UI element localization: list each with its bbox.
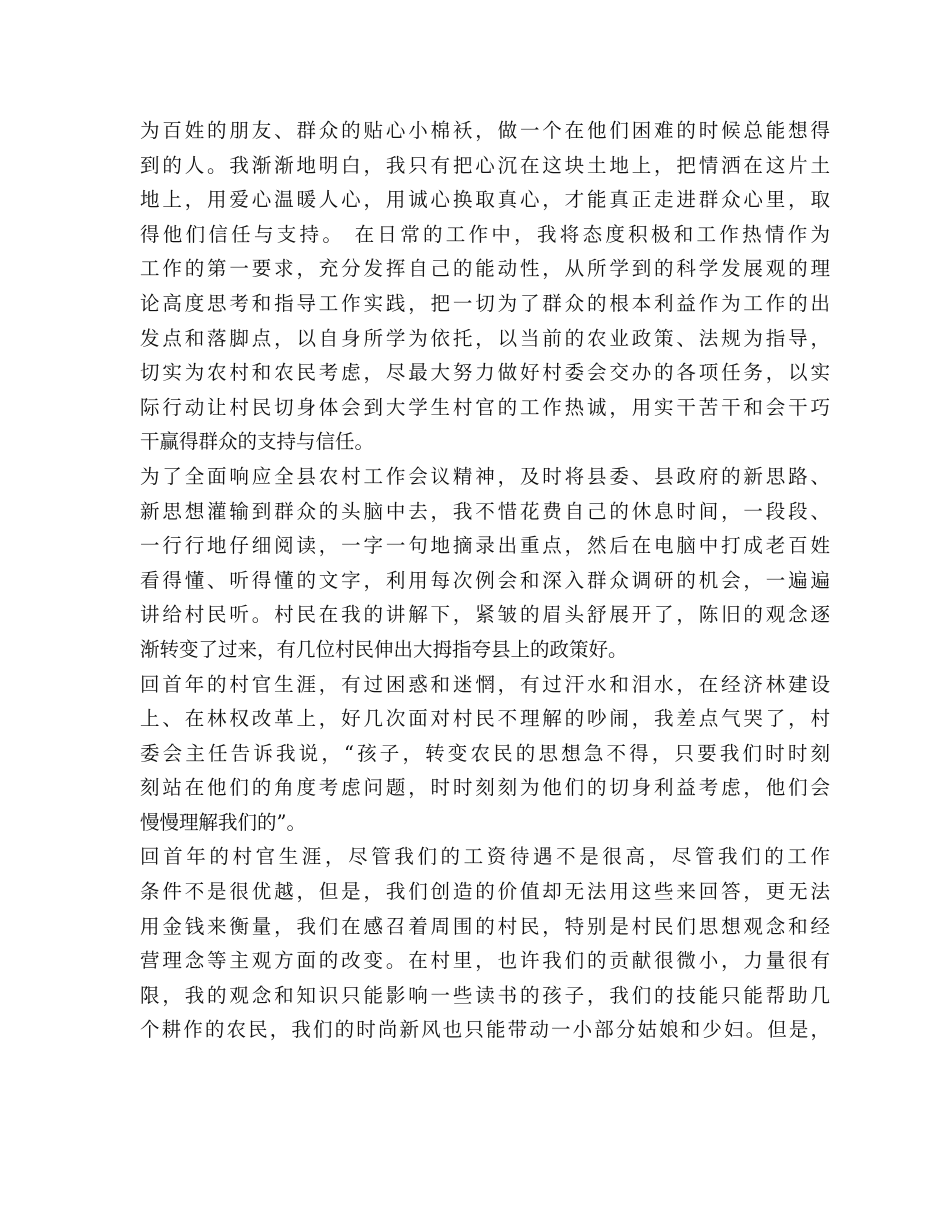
text-line: 回首年的村官生涯，尽管我们的工资待遇不是很高，尽管我们的工作: [140, 845, 830, 869]
text-line: 新思想灌输到群众的头脑中去，我不惜花费自己的休息时间，一段段、: [140, 499, 830, 523]
text-line: 到的人。我渐渐地明白，我只有把心沉在这块土地上，把情洒在这片土: [140, 153, 830, 177]
text-line: 为了全面响应全县农村工作会议精神，及时将县委、县政府的新思路、: [140, 464, 830, 488]
text-line: 讲给村民听。村民在我的讲解下，紧皱的眉头舒展开了，陈旧的观念逐: [140, 603, 830, 627]
text-line: 限，我的观念和知识只能影响一些读书的孩子，我们的技能只能帮助几: [140, 983, 830, 1007]
text-line: 一行行地仔细阅读，一字一句地摘录出重点，然后在电脑中打成老百姓: [140, 534, 830, 558]
body-text: [140, 114, 830, 1048]
text-line: 渐转变了过来，有几位村民伸出大拇指夸县上的政策好。: [140, 637, 628, 661]
text-line: 得他们信任与支持。 在日常的工作中，我将态度积极和工作热情作为: [140, 222, 830, 246]
text-line: 论高度思考和指导工作实践，把一切为了群众的根本利益作为工作的出: [140, 291, 830, 315]
text-line: 发点和落脚点，以自身所学为依托，以当前的农业政策、法规为指导，: [140, 326, 830, 350]
text-line: 看得懂、听得懂的文字，利用每次例会和深入群众调研的机会，一遍遍: [140, 568, 830, 592]
text-line: 委会主任告诉我说，“孩子，转变农民的思想急不得，只要我们时时刻: [140, 741, 830, 765]
text-line: 切实为农村和农民考虑，尽最大努力做好村委会交办的各项任务，以实: [140, 361, 830, 385]
text-line: 工作的第一要求，充分发挥自己的能动性，从所学到的科学发展观的理: [140, 257, 830, 281]
text-line: 回首年的村官生涯，有过困惑和迷惘，有过汗水和泪水，在经济林建设: [140, 672, 830, 696]
text-line: 刻站在他们的角度考虑问题，时时刻刻为他们的切身利益考虑，他们会: [140, 776, 830, 800]
text-line: 际行动让村民切身体会到大学生村官的工作热诚，用实干苦干和会干巧: [140, 395, 830, 419]
text-line: 慢慢理解我们的”。: [140, 810, 306, 834]
text-line: 地上，用爱心温暖人心，用诚心换取真心，才能真正走进群众心里，取: [140, 188, 830, 212]
text-line: 上、在林权改革上，好几次面对村民不理解的吵闹，我差点气哭了，村: [140, 707, 830, 731]
text-line: 个耕作的农民，我们的时尚新风也只能带动一小部分姑娘和少妇。但是，: [140, 1018, 830, 1042]
text-line: 用金钱来衡量，我们在感召着周围的村民，特别是村民们思想观念和经: [140, 914, 830, 938]
text-line: 营理念等主观方面的改变。在村里，也许我们的贡献很微小，力量很有: [140, 949, 830, 973]
text-line: 为百姓的朋友、群众的贴心小棉袄，做一个在他们困难的时候总能想得: [140, 119, 830, 142]
text-line: 干赢得群众的支持与信任。: [140, 430, 375, 454]
text-line: 条件不是很优越，但是，我们创造的价值却无法用这些来回答，更无法: [140, 880, 830, 904]
